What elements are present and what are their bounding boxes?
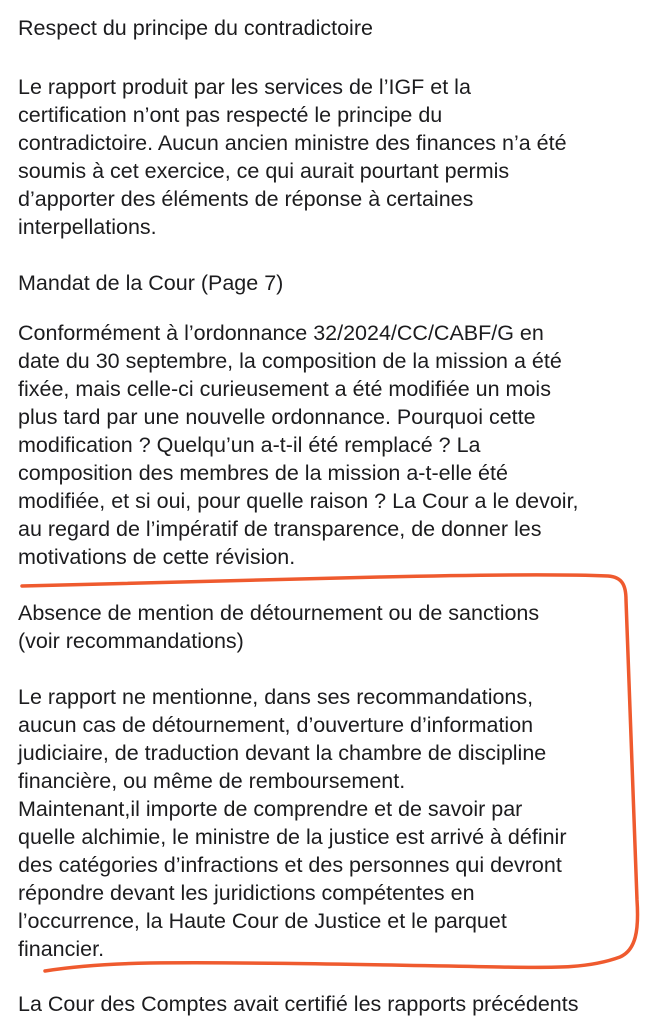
paragraph-line: au regard de l’impératif de transparence, de donner les — [18, 517, 542, 541]
paragraph-line: certification n’ont pas respecté le principe du — [18, 103, 443, 127]
section-heading-absence: Absence de mention de détournement ou de sanctions — [18, 601, 540, 625]
paragraph-line: fixée, mais celle-ci curieusement a été modifiée un mois — [18, 377, 551, 401]
paragraph-line: Maintenant,il importe de comprendre et de savoir par — [18, 797, 523, 821]
paragraph-line: plus tard par une nouvelle ordonnance. Pourquoi cette — [18, 405, 536, 429]
paragraph-line: financière, ou même de remboursement. — [18, 769, 406, 793]
paragraph-line: l’occurrence, la Haute Cour de Justice et le parquet — [18, 909, 507, 933]
paragraph-line: Le rapport produit par les services de l’IGF et la — [18, 75, 471, 99]
paragraph-line: soumis à cet exercice, ce qui aurait pourtant permis — [18, 159, 510, 183]
paragraph-line: Le rapport ne mentionne, dans ses recommandations, — [18, 685, 534, 709]
paragraph-line: quelle alchimie, le ministre de la justice est arrivé à définir — [18, 825, 567, 849]
paragraph-line: Conformément à l’ordonnance 32/2024/CC/CABF/G en — [18, 321, 544, 345]
paragraph-line: interpellations. — [18, 215, 157, 239]
paragraph-line: d’apporter des éléments de réponse à certaines — [18, 187, 474, 211]
paragraph-line: composition des membres de la mission a-t-elle été — [18, 461, 508, 485]
paragraph-line: des catégories d’infractions et des personnes qui devront — [18, 853, 562, 877]
section-heading-cour-des-comptes: La Cour des Comptes avait certifié les rapports précédents — [18, 992, 579, 1016]
paragraph-line: date du 30 septembre, la composition de la mission a été — [18, 349, 562, 373]
section-heading-mandat: Mandat de la Cour (Page 7) — [18, 271, 284, 295]
paragraph-line: judiciaire, de traduction devant la chambre de discipline — [18, 741, 547, 765]
paragraph-line: motivations de cette révision. — [18, 545, 296, 569]
paragraph-line: contradictoire. Aucun ancien ministre des finances n’a été — [18, 131, 567, 155]
section-heading-absence: (voir recommandations) — [18, 629, 244, 653]
paragraph-line: modification ? Quelqu’un a-t-il été remplacé ? La — [18, 433, 481, 457]
paragraph-line: financier. — [18, 937, 105, 961]
section-heading-contradictoire: Respect du principe du contradictoire — [18, 16, 373, 40]
paragraph-line: répondre devant les juridictions compétentes en — [18, 881, 475, 905]
paragraph-line: modifiée, et si oui, pour quelle raison ? La Cour a le devoir, — [18, 489, 579, 513]
paragraph-line: aucun cas de détournement, d’ouverture d’information — [18, 713, 534, 737]
